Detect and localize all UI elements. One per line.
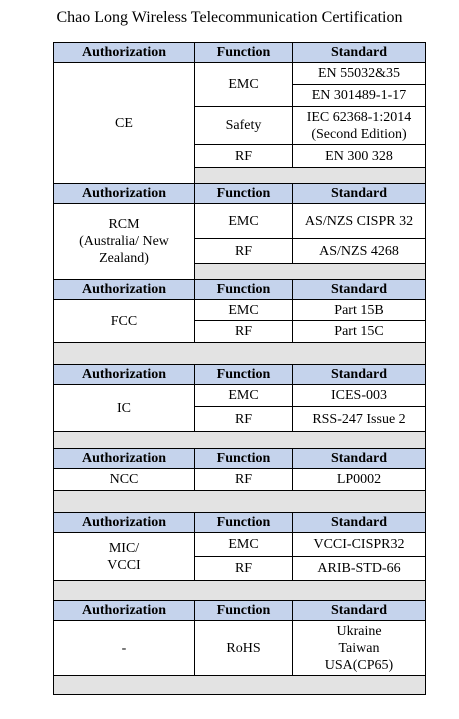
standard-cell: AS/NZS CISPR 32 [293, 204, 426, 239]
function-cell: EMC [195, 533, 293, 557]
header-authorization: Authorization [54, 449, 195, 469]
header-authorization: Authorization [54, 513, 195, 533]
standard-line: IEC 62368-1:2014 [306, 109, 412, 125]
standard-cell [293, 621, 426, 676]
table-row [54, 621, 426, 676]
header-function: Function [195, 513, 293, 533]
header-function: Function [195, 449, 293, 469]
header-standard: Standard [293, 601, 426, 621]
header-authorization: Authorization [54, 365, 195, 385]
standard-cell [293, 107, 426, 145]
authorization-cell [54, 204, 195, 280]
authorization-line: MIC/ [108, 540, 140, 556]
function-cell: RF [195, 469, 293, 491]
function-cell: RF [195, 321, 293, 343]
authorization-cell: IC [54, 385, 195, 432]
header-standard: Standard [293, 280, 426, 300]
standard-cell: RSS-247 Issue 2 [293, 407, 426, 432]
function-cell: EMC [195, 385, 293, 407]
header-function: Function [195, 43, 293, 63]
function-cell: Safety [195, 107, 293, 145]
standard-cell: ARIB-STD-66 [293, 557, 426, 581]
function-cell: EMC [195, 204, 293, 239]
section-separator [54, 491, 426, 513]
authorization-cell: CE [54, 63, 195, 184]
header-authorization: Authorization [54, 280, 195, 300]
standard-cell: EN 55032&35 [293, 63, 426, 85]
standard-cell: Part 15C [293, 321, 426, 343]
standard-cell: VCCI-CISPR32 [293, 533, 426, 557]
header-standard: Standard [293, 184, 426, 204]
header-standard: Standard [293, 449, 426, 469]
standard-line: (Second Edition) [311, 126, 407, 142]
authorization-line: VCCI [107, 557, 141, 573]
function-cell: RF [195, 557, 293, 581]
authorization-cell: NCC [54, 469, 195, 491]
table-row [54, 63, 426, 85]
authorization-line: RCM [108, 217, 140, 232]
table-row [54, 469, 426, 491]
table-header-row [54, 43, 426, 63]
standard-cell: EN 301489-1-17 [293, 85, 426, 107]
authorization-line: Zealand) [99, 251, 149, 266]
table-row [54, 385, 426, 407]
header-authorization: Authorization [54, 601, 195, 621]
header-standard: Standard [293, 513, 426, 533]
table-row [54, 300, 426, 321]
standard-line: USA(CP65) [324, 657, 394, 673]
header-standard: Standard [293, 43, 426, 63]
table-header-row [54, 365, 426, 385]
header-function: Function [195, 280, 293, 300]
function-cell: RF [195, 145, 293, 168]
table-header-row [54, 184, 426, 204]
table-row [54, 533, 426, 557]
standard-cell: AS/NZS 4268 [293, 239, 426, 264]
section-separator [54, 581, 426, 601]
standard-cell: LP0002 [293, 469, 426, 491]
header-authorization: Authorization [54, 184, 195, 204]
section-separator [54, 343, 426, 365]
standard-cell: ICES-003 [293, 385, 426, 407]
function-cell: EMC [195, 300, 293, 321]
page-title: Chao Long Wireless Telecommunication Certification [56, 9, 403, 26]
header-function: Function [195, 365, 293, 385]
function-cell: EMC [195, 63, 293, 107]
standard-cell: EN 300 328 [293, 145, 426, 168]
table-header-row [54, 601, 426, 621]
section-separator [54, 432, 426, 449]
header-standard: Standard [293, 365, 426, 385]
function-cell: RF [195, 407, 293, 432]
header-authorization: Authorization [54, 43, 195, 63]
function-cell: RoHS [195, 621, 293, 676]
header-function: Function [195, 601, 293, 621]
table-header-row [54, 449, 426, 469]
table-header-row [54, 513, 426, 533]
section-separator [54, 676, 426, 695]
standard-cell: Part 15B [293, 300, 426, 321]
standard-line: Ukraine [336, 623, 382, 639]
authorization-cell: FCC [54, 300, 195, 343]
table-header-row [54, 280, 426, 300]
certification-table [53, 42, 426, 695]
function-cell: RF [195, 239, 293, 264]
standard-line: Taiwan [338, 640, 380, 656]
authorization-line: (Australia/ New [79, 234, 169, 249]
authorization-cell [54, 533, 195, 581]
header-function: Function [195, 184, 293, 204]
authorization-cell: - [54, 621, 195, 676]
table-row [54, 204, 426, 239]
